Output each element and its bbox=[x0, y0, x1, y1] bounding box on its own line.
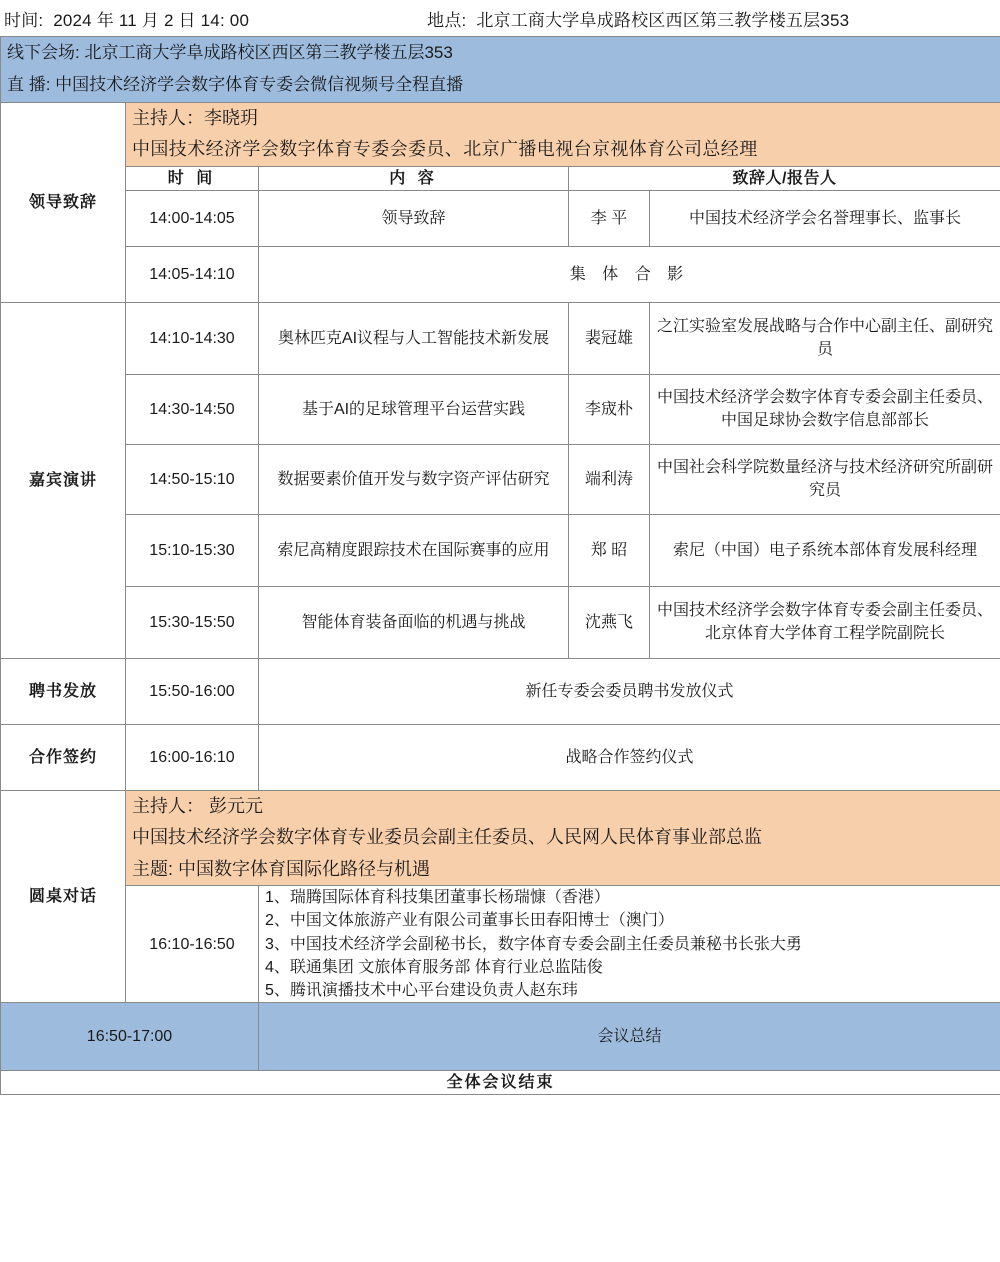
roundtable-host-name: 主持人： 彭元元 bbox=[132, 795, 264, 816]
row-time: 15:10-15:30 bbox=[126, 514, 259, 586]
row-time: 16:10-16:50 bbox=[126, 886, 259, 1003]
column-header-row bbox=[1, 166, 1000, 190]
meta-place bbox=[427, 6, 849, 31]
section-label-talks: 嘉宾演讲 bbox=[1, 302, 126, 658]
row-time: 14:30-14:50 bbox=[126, 374, 259, 444]
opening-host-name: 主持人：李晓玥 bbox=[132, 107, 258, 128]
row-speaker-name: 裴冠雄 bbox=[569, 302, 650, 374]
meta-time-label: 时间: bbox=[4, 10, 44, 30]
list-item: 1、瑞腾国际体育科技集团董事长杨瑞慷（香港） bbox=[265, 889, 610, 907]
roundtable-host-title: 中国技术经济学会数字体育专业委员会副主任委员、人民网人民体育事业部总监 bbox=[132, 827, 762, 848]
row-time: 15:50-16:00 bbox=[126, 658, 259, 724]
closing-row bbox=[1, 1071, 1000, 1095]
roundtable-host-cell bbox=[126, 790, 1000, 886]
column-header-content: 内 容 bbox=[259, 166, 569, 190]
roundtable-panel-row bbox=[1, 886, 1000, 1003]
list-item: 5、腾讯演播技术中心平台建设负责人赵东玮 bbox=[265, 982, 578, 1000]
table-row bbox=[1, 658, 1000, 724]
banner-row bbox=[1, 37, 1000, 103]
row-topic: 领导致辞 bbox=[259, 190, 569, 246]
row-speaker-name: 郑 昭 bbox=[569, 514, 650, 586]
row-text: 新任专委会委员聘书发放仪式 bbox=[259, 658, 1000, 724]
row-speaker-name: 端利涛 bbox=[569, 444, 650, 514]
roundtable-topic: 主题: 中国数字体育国际化路径与机遇 bbox=[132, 858, 431, 879]
row-topic: 奥林匹克AI议程与人工智能技术新发展 bbox=[259, 302, 569, 374]
list-item: 4、联通集团 文旅体育服务部 体育行业总监陆俊 bbox=[265, 958, 603, 976]
row-speaker-title: 中国技术经济学会数字体育专委会副主任委员、中国足球协会数字信息部部长 bbox=[650, 374, 1000, 444]
section-label-certificate: 聘书发放 bbox=[1, 658, 126, 724]
meta-time-value: 2024 年 11 月 2 日 14: 00 bbox=[53, 10, 250, 30]
banner-venue: 线下会场: 北京工商大学阜成路校区西区第三教学楼五层353 bbox=[7, 43, 453, 62]
meta-place-value: 北京工商大学阜成路校区西区第三教学楼五层353 bbox=[476, 10, 850, 30]
opening-host-title: 中国技术经济学会数字体育专委会委员、北京广播电视台京视体育公司总经理 bbox=[132, 139, 758, 160]
meta-line bbox=[0, 0, 1000, 36]
table-row bbox=[1, 724, 1000, 790]
row-topic: 智能体育装备面临的机遇与挑战 bbox=[259, 586, 569, 658]
row-topic: 基于AI的足球管理平台运营实践 bbox=[259, 374, 569, 444]
row-topic: 数据要素价值开发与数字资产评估研究 bbox=[259, 444, 569, 514]
meta-time bbox=[4, 6, 249, 31]
roundtable-host-row bbox=[1, 790, 1000, 886]
section-label-signing: 合作签约 bbox=[1, 724, 126, 790]
row-speaker-name: 李 平 bbox=[569, 190, 650, 246]
banner-live: 直 播: 中国技术经济学会数字体育专委会微信视频号全程直播 bbox=[7, 75, 464, 95]
opening-host-row bbox=[1, 102, 1000, 166]
list-item: 3、中国技术经济学会副秘书长，数字体育专委会副主任委员兼秘书长张大勇 bbox=[265, 935, 802, 953]
row-time: 14:10-14:30 bbox=[126, 302, 259, 374]
summary-text: 会议总结 bbox=[259, 1003, 1000, 1071]
banner-cell bbox=[1, 37, 1000, 103]
table-row bbox=[1, 190, 1000, 246]
meta-place-label: 地点: bbox=[427, 10, 467, 30]
closing-text: 全体会议结束 bbox=[1, 1071, 1000, 1095]
table-row bbox=[1, 374, 1000, 444]
summary-row bbox=[1, 1003, 1000, 1071]
row-time: 14:50-15:10 bbox=[126, 444, 259, 514]
section-label-opening: 领导致辞 bbox=[1, 102, 126, 302]
column-header-time: 时 间 bbox=[126, 166, 259, 190]
table-row bbox=[1, 246, 1000, 302]
roundtable-panelist-list bbox=[259, 886, 1000, 1003]
row-topic: 索尼高精度跟踪技术在国际赛事的应用 bbox=[259, 514, 569, 586]
row-text: 战略合作签约仪式 bbox=[259, 724, 1000, 790]
row-speaker-name: 沈燕飞 bbox=[569, 586, 650, 658]
table-row bbox=[1, 514, 1000, 586]
column-header-speaker: 致辞人/报告人 bbox=[569, 166, 1000, 190]
row-photo-text: 集 体 合 影 bbox=[259, 246, 1000, 302]
row-speaker-name: 李宬朴 bbox=[569, 374, 650, 444]
row-time: 16:00-16:10 bbox=[126, 724, 259, 790]
list-item: 2、中国文体旅游产业有限公司董事长田春阳博士（澳门） bbox=[265, 912, 674, 930]
agenda-table bbox=[0, 36, 1000, 1095]
table-row bbox=[1, 302, 1000, 374]
section-label-roundtable: 圆桌对话 bbox=[1, 790, 126, 1002]
summary-time: 16:50-17:00 bbox=[1, 1003, 259, 1071]
row-time: 14:00-14:05 bbox=[126, 190, 259, 246]
table-row bbox=[1, 444, 1000, 514]
row-speaker-title: 索尼（中国）电子系统本部体育发展科经理 bbox=[650, 514, 1000, 586]
row-speaker-title: 之江实验室发展战略与合作中心副主任、副研究员 bbox=[650, 302, 1000, 374]
table-row bbox=[1, 586, 1000, 658]
row-speaker-title: 中国技术经济学会数字体育专委会副主任委员、北京体育大学体育工程学院副院长 bbox=[650, 586, 1000, 658]
row-speaker-title: 中国社会科学院数量经济与技术经济研究所副研究员 bbox=[650, 444, 1000, 514]
row-time: 15:30-15:50 bbox=[126, 586, 259, 658]
row-speaker-title: 中国技术经济学会名誉理事长、监事长 bbox=[650, 190, 1000, 246]
opening-host-cell bbox=[126, 102, 1000, 166]
row-time: 14:05-14:10 bbox=[126, 246, 259, 302]
